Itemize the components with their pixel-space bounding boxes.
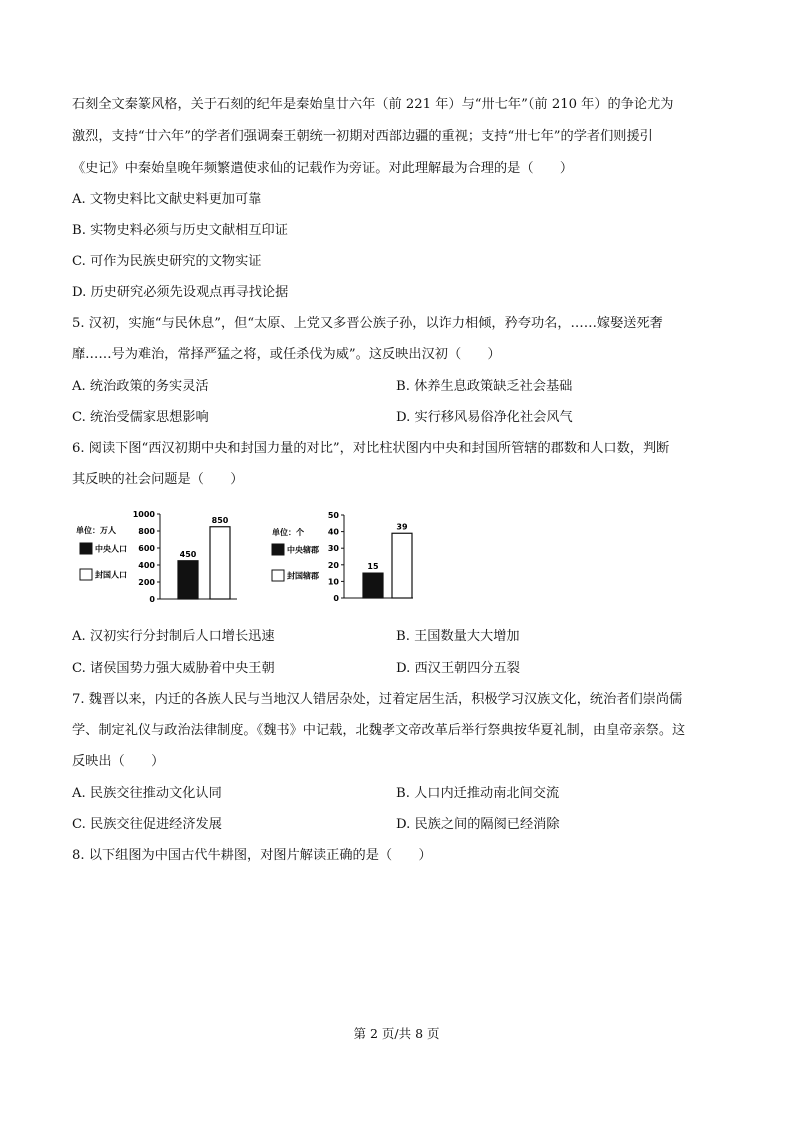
- q7-option-c: C. 民族交往促进经济发展: [72, 817, 222, 832]
- legend-label: 中央人口: [95, 544, 127, 554]
- y-tick-label: 20: [327, 560, 339, 570]
- y-tick-label: 10: [327, 577, 339, 587]
- bar: [210, 527, 230, 599]
- q7-stem-line-1: 7. 魏晋以来，内迁的各族人民与当地汉人错居杂处，过着定居生活，积极学习汉族文化，统治者们崇尚儒: [72, 692, 683, 707]
- y-tick-label: 1000: [132, 510, 155, 519]
- page-number: 第 2 页/共 8 页: [353, 1026, 440, 1041]
- y-tick-label: 0: [333, 594, 339, 603]
- population-bar-chart: [72, 505, 247, 610]
- y-tick-label: 200: [138, 578, 155, 587]
- data-label: 850: [211, 515, 229, 525]
- bar: [392, 533, 412, 598]
- q6-option-d: D. 西汉王朝四分五裂: [396, 661, 520, 676]
- q4-option-b: B. 实物史料必须与历史文献相互印证: [72, 223, 288, 238]
- q4-stem-line-3: 《史记》中秦始皇晚年频繁遣使求仙的记载作为旁证。对此理解最为合理的是（ ）: [72, 161, 574, 176]
- q7-option-d: D. 民族之间的隔阂已经消除: [396, 817, 560, 832]
- unit-label: 单位：个: [272, 528, 304, 537]
- q6-option-a: A. 汉初实行分封制后人口增长迅速: [72, 629, 275, 644]
- y-tick-label: 600: [138, 544, 155, 553]
- q7-option-b: B. 人口内迁推动南北间交流: [396, 786, 560, 801]
- q5-option-c: C. 统治受儒家思想影响: [72, 410, 209, 425]
- q5-option-d: D. 实行移风易俗净化社会风气: [396, 410, 573, 425]
- data-label: 39: [396, 522, 408, 532]
- unit-label: 单位：万人: [76, 526, 116, 535]
- legend-swatch: [80, 543, 92, 554]
- q7-option-a: A. 民族交往推动文化认同: [72, 786, 222, 801]
- q5-stem-line-1: 5. 汉初，实施“与民休息”，但“太原、上党又多晋公族子孙，以诈力相倾，矜夸功名，……嫁娶送死奢: [72, 316, 663, 331]
- legend-label: 中央辖郡: [287, 545, 319, 555]
- q4-option-c: C. 可作为民族史研究的文物实证: [72, 254, 262, 269]
- commandery-bar-chart: [268, 505, 418, 610]
- data-label: 15: [367, 562, 379, 572]
- q5-option-b: B. 休养生息政策缺乏社会基础: [396, 379, 573, 394]
- y-tick-label: 800: [138, 527, 155, 536]
- q8-stem-line-1: 8. 以下组图为中国古代牛耕图，对图片解读正确的是（ ）: [72, 848, 432, 863]
- q7-stem-line-2: 学、制定礼仪与政治法律制度。《魏书》中记载，北魏孝文帝改革后举行祭典按华夏礼制，由皇帝亲祭。这: [72, 723, 686, 738]
- q7-stem-line-3: 反映出（ ）: [72, 754, 165, 769]
- q5-option-a: A. 统治政策的务实灵活: [72, 379, 209, 394]
- q6-option-b: B. 王国数量大大增加: [396, 629, 520, 644]
- y-tick-label: 50: [327, 511, 339, 520]
- legend-swatch: [272, 570, 284, 581]
- q4-option-d: D. 历史研究必须先设观点再寻找论据: [72, 285, 289, 300]
- q6-stem-line-1: 6. 阅读下图“西汉初期中央和封国力量的对比”，对比柱状图内中央和封国所管辖的郡数和人口数，判断: [72, 441, 670, 456]
- q4-stem-line-1: 石刻全文秦篆风格，关于石刻的纪年是秦始皇廿六年（前 221 年）与“卅七年”（前 210 年）的争论尤为: [72, 97, 674, 112]
- legend-label: 封国辖郡: [287, 571, 319, 581]
- q4-stem-line-2: 激烈，支持“廿六年”的学者们强调秦王朝统一初期对西部边疆的重视；支持“卅七年”的学者们则援引: [72, 129, 653, 144]
- q6-option-c: C. 诸侯国势力强大威胁着中央王朝: [72, 661, 275, 676]
- data-label: 450: [179, 549, 197, 559]
- legend-label: 封国人口: [95, 570, 127, 580]
- q4-option-a: A. 文物史料比文献史料更加可靠: [72, 192, 262, 207]
- bar: [363, 573, 383, 598]
- legend-swatch: [80, 569, 92, 580]
- legend-swatch: [272, 544, 284, 555]
- y-tick-label: 0: [149, 595, 155, 604]
- bar: [178, 561, 198, 599]
- y-tick-label: 400: [138, 561, 155, 570]
- q5-stem-line-2: 靡……号为难治，常择严猛之将，或任杀伐为威”。这反映出汉初（ ）: [72, 347, 501, 362]
- y-tick-label: 30: [327, 544, 339, 554]
- y-tick-label: 40: [327, 527, 339, 537]
- q6-stem-line-2: 其反映的社会问题是（ ）: [72, 472, 244, 487]
